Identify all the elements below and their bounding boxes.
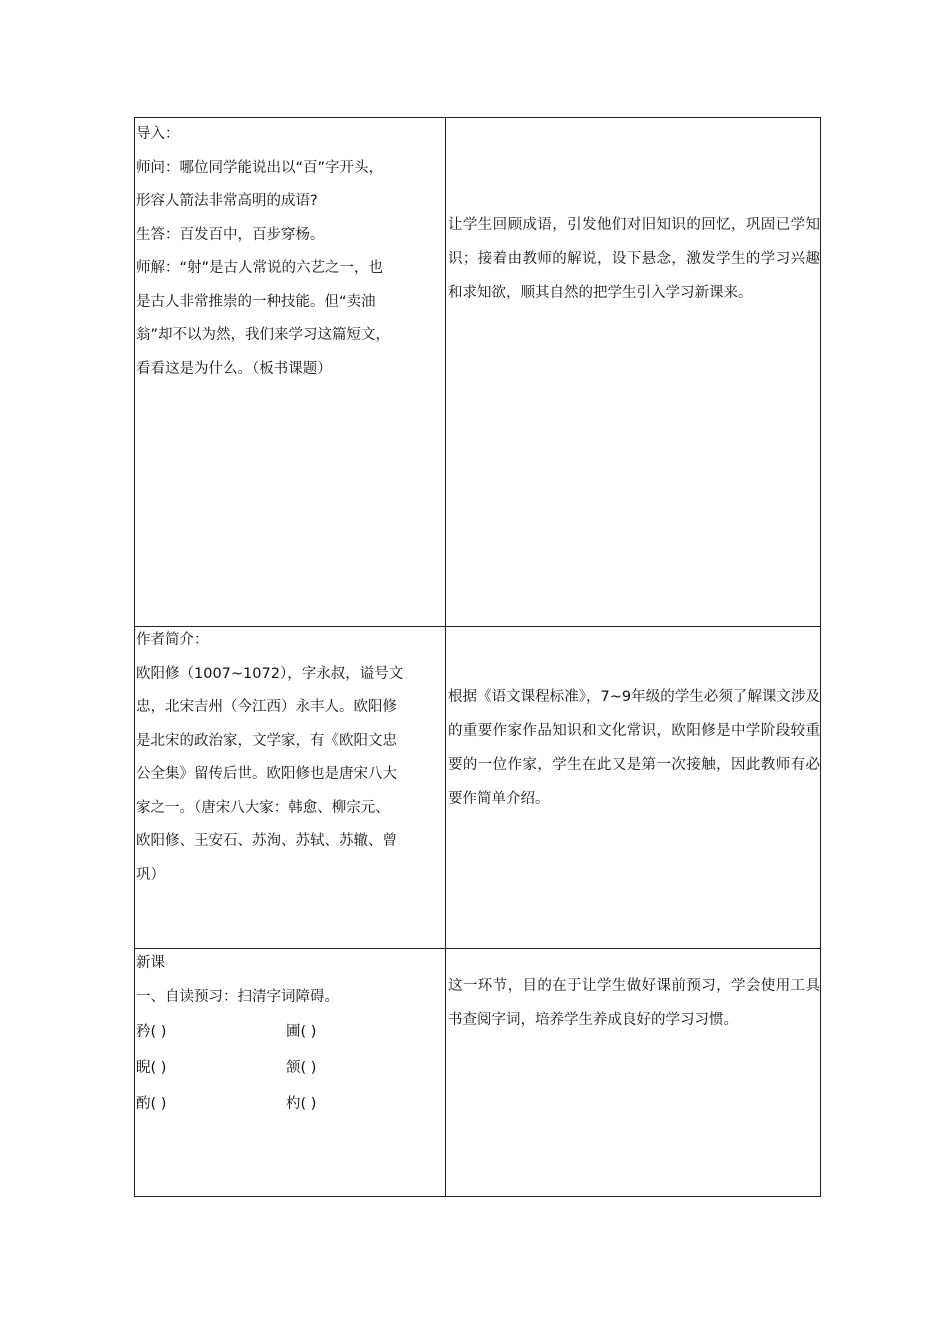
row3-intent-cell	[448, 969, 820, 1169]
table-border-bottom	[134, 1196, 821, 1197]
vocab-row	[136, 1050, 444, 1086]
text-line: 家之一。（唐宋八大家：韩愈、柳宗元、	[136, 799, 390, 816]
text-line: 是古人非常推崇的一种技能。但“卖油	[136, 293, 376, 310]
text-line: 师问：哪位同学能说出以“百”字开头，	[136, 159, 384, 176]
text-line: 一、自读预习：扫清字词障碍。	[136, 988, 339, 1005]
text-line: 生答：百发百中，百步穿杨。	[136, 226, 325, 243]
row1-activity-cell	[136, 118, 444, 624]
text-line: 形容人箭法非常高明的成语?	[136, 193, 318, 209]
row2-intent-cell	[448, 680, 820, 920]
row3-activity-cell	[136, 947, 444, 1195]
table-column-divider	[445, 117, 446, 1197]
text-line: 师解：“射”是古人常说的六艺之一，也	[136, 260, 384, 276]
row2-activity-cell	[136, 624, 444, 946]
text-line: 是北宋的政治家，文学家，有《欧阳文忠	[136, 732, 397, 749]
text-line: 新课	[136, 955, 165, 971]
intent-paragraph: 这一环节，目的在于让学生做好课前预习，学会使用工具书查阅字词，培养学生养成良好的学习习惯。	[448, 978, 820, 1028]
text-line: 导入：	[136, 126, 180, 142]
text-line: 巩）	[136, 866, 165, 883]
text-line: 翁”却不以为然，我们来学习这篇短文，	[136, 327, 391, 343]
vocab-row	[136, 1014, 444, 1050]
row1-intent-cell	[448, 208, 820, 608]
table-border-right	[820, 117, 821, 1197]
vocab-item: 睨( )	[136, 1060, 167, 1076]
text-line: 欧阳修、王安石、苏洵、苏轼、苏辙、曾	[136, 833, 397, 849]
vocab-item: 杓( )	[286, 1096, 317, 1112]
table-border-left	[134, 117, 135, 1197]
vocab-item: 矜( )	[136, 1024, 167, 1040]
text-line: 公全集》留传后世。欧阳修也是唐宋八大	[136, 766, 397, 782]
vocab-item: 颔( )	[286, 1060, 317, 1076]
intent-paragraph: 根据《语文课程标准》，7~9年级的学生必须了解课文涉及的重要作家作品知识和文化常识，欧阳修是中学阶段较重要的一位作家，学生在此又是第一次接触，因此教师有必要作简单介绍。	[448, 689, 820, 807]
text-line: 欧阳修（1007~1072），字永叔，谥号文	[136, 665, 404, 682]
vocab-item: 酌( )	[136, 1096, 167, 1112]
intent-paragraph: 让学生回顾成语，引发他们对旧知识的回忆，巩固已学知识；接着由教师的解说，设下悬念，激发学生的学习兴趣和求知欲，顺其自然的把学生引入学习新课来。	[448, 217, 820, 301]
text-line: 作者简介：	[136, 632, 209, 648]
vocab-row	[136, 1086, 444, 1122]
text-line: 忠，北宋吉州（今江西）永丰人。欧阳修	[136, 699, 397, 715]
vocab-item: 圃( )	[286, 1024, 317, 1040]
text-line: 看看这是为什么。（板书课题）	[136, 360, 332, 377]
lesson-plan-table	[134, 117, 821, 1197]
